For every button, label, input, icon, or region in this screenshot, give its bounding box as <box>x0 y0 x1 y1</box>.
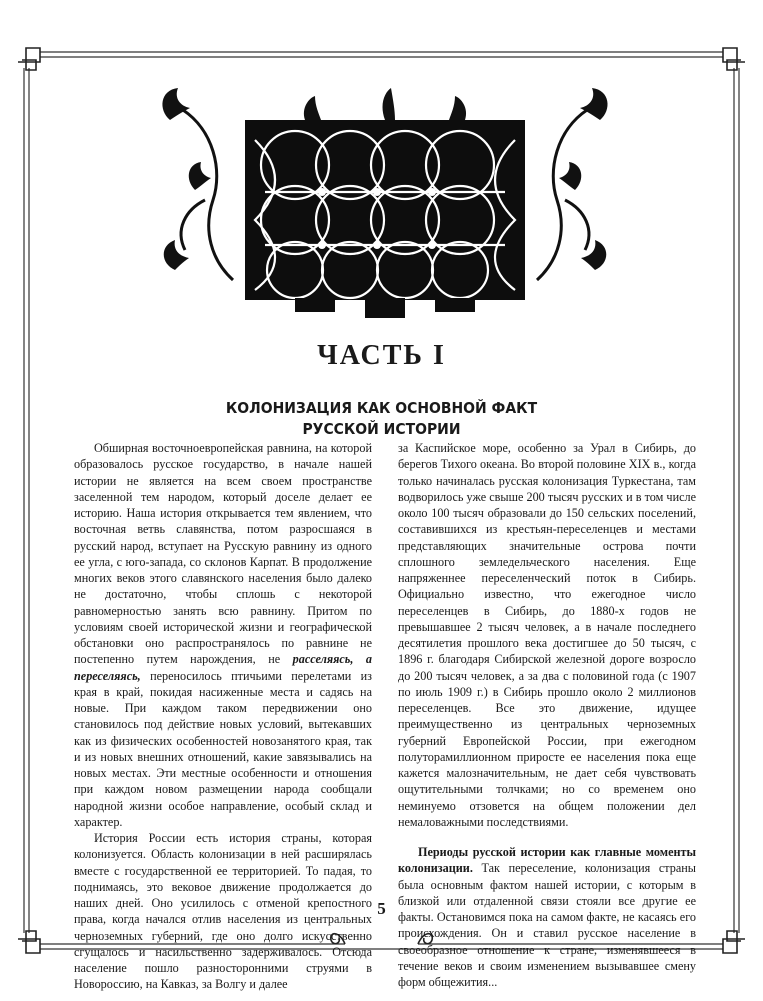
headpiece-ornament <box>135 80 635 330</box>
section-heading: Периоды русской истории как главные моменты колонизации. <box>398 845 696 876</box>
paragraph-text: Так переселение, колонизация страны была основным фактом нашей истории, с которым в близкой или отдаленной связи стояли все другие ее факты. Остановимся пока на самом факте, не касаясь его происхождения. Он и ставил русское население в своеобразное отношение к стране, изменявшееся в течение веков и своим изменением вызывавшее смену форм общежития... <box>398 861 696 989</box>
part-title: ЧАСТЬ I <box>317 340 446 371</box>
right-flourish <box>559 88 608 270</box>
chapter-title-line-2: РУССКОЙ ИСТОРИИ <box>302 420 461 438</box>
emphasis-text: расселяясь, а переселяясь, <box>74 652 372 683</box>
left-stem <box>181 110 233 280</box>
paragraph <box>74 440 372 830</box>
paragraph-text: переносилось птичьими перелетами из края в край, покидая насиженные места и садясь на новые. При каждом таком передвижении оно становилось под действие новых условий, вытекавших как из физических особенностей новозанятого края, так и из новых внешних отношений, какие завязывались на новых местах. Эти местные особенности и отношения при каждом новом размещении народа сообщали народной жизни особое направление, особый склад и характер. <box>74 668 372 829</box>
ornament-block <box>245 120 525 300</box>
right-stem <box>537 110 589 280</box>
paragraph-text: Обширная восточноевропейская равнина, на которой образовалось русское государство, в начале нашей истории не является на всем своем пространстве заселенной тем народом, который доселе делает ее историю. Наша история открывается тем явлением, что восточная ветвь славянства, потом разросшаяся в русский народ, вступает на Русскую равнину из одного ее угла, с юго-запада, со склонов Карпат. В продолжение многих веков этого славянского населения было далеко не достаточно, чтобы сплошь с некоторой равномерностью занять всю равнину. Притом по условиям своей исторической жизни и географической обстановки оно распространялось по равнине не постепенно путем нарождения, не <box>74 441 372 667</box>
top-finials <box>304 88 466 120</box>
chapter-title-line-1: КОЛОНИЗАЦИЯ КАК ОСНОВНОЙ ФАКТ <box>225 399 538 417</box>
chapter-title <box>0 398 763 440</box>
bottom-tabs <box>295 298 475 318</box>
left-flourish <box>162 88 211 270</box>
page-number: 5 <box>377 899 386 918</box>
paragraph: История России есть история страны, которая колонизуется. Область колонизации в ней расширялась вместе с государственной ее территорией. То падая, то поднимаясь, это вековое движение продолжается до наших дней. Оно усилилось с отменой крепостного права, когда начался отлив населения из центральных черноземных губерний, где оно долго искусственно сгущалось и насильственно задерживалось. Отсюда население пошло разносторонними струями в Новороссию, на Кавказ, за Волгу и далее <box>74 831 372 992</box>
paragraph: за Каспийское море, особенно за Урал в Сибирь, до берегов Тихого океана. Во второй половине XIX в., когда только начиналась русская колонизация Туркестана, там водворилось уже свыше 200 тысяч русских и в том числе около 100 тысяч образовали до 150 сельских поселений, составившихся из крестьян-переселенцев и местами представляющих значительные острова почти сплошного земледельческого населения. Еще напряженнее переселенческий поток в Сибирь. Официально известно, что ежегодное число переселенцев в Сибирь, до 1880-х годов не превышавшее 2 тысяч человек, а в начале последнего десятилетия прошлого века достигшее до 50 тысяч, с 1896 г. благодаря Сибирской железной дороге возросло до 200 тысяч человек, а за два с половиной года (с 1907 по июль 1909 г.) в Сибирь прошло около 2 миллионов переселенцев. Все это движение, идущее преимущественно из центральных черноземных губерний Европейской России, при ежегодном полуторамиллионном приросте ее населения пока еще кажется малозначительным, не дает себя чувствовать ощутительными толчками; но со временем оно неминуемо отзовется на общем положении дел немаловажными последствиями. <box>398 441 696 829</box>
